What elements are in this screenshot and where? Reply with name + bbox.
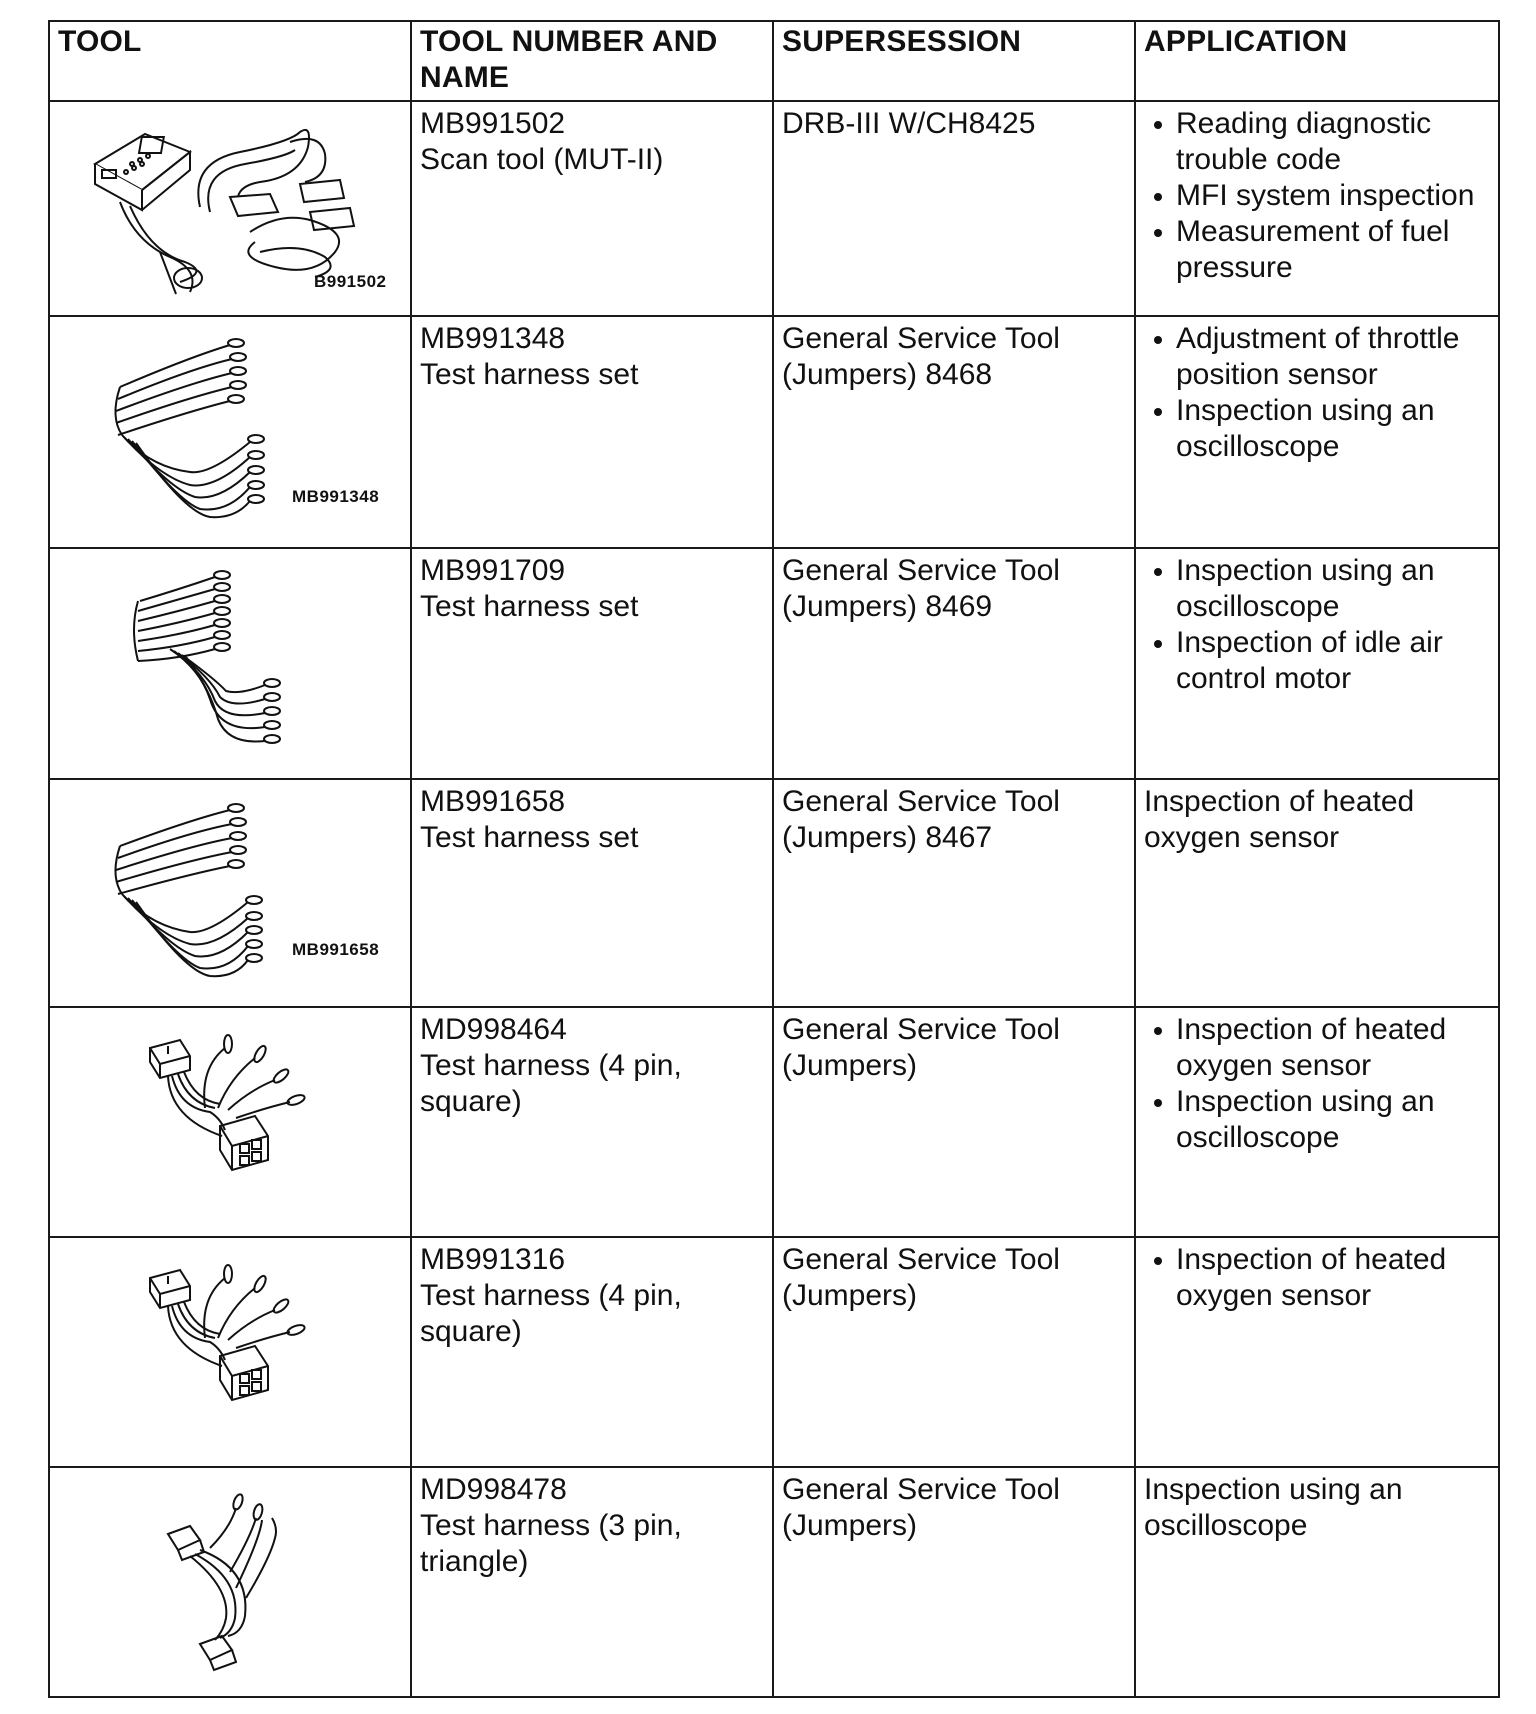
tool-name: Test harness set — [420, 590, 639, 623]
tool-number-and-name-cell — [411, 1467, 773, 1697]
tool-number: MB991316 — [420, 1243, 566, 1276]
tool-number-and-name-cell — [411, 548, 773, 779]
tool-number: MD998464 — [420, 1013, 567, 1046]
tool-illustration-cell — [49, 1467, 411, 1697]
tool-illustration-cell — [49, 1007, 411, 1237]
table-row — [49, 101, 1499, 316]
tool-illustration-cell — [49, 316, 411, 548]
application-list — [1144, 1012, 1490, 1156]
table-row — [49, 1007, 1499, 1237]
application-cell: Inspection using an oscilloscope — [1135, 1467, 1499, 1697]
test-harness-set-illustration — [50, 780, 411, 1002]
application-list — [1144, 553, 1490, 697]
supersession-cell: General Service Tool (Jumpers) 8468 — [773, 316, 1135, 548]
tool-number-and-name-cell — [411, 779, 773, 1007]
supersession-cell: General Service Tool (Jumpers) — [773, 1237, 1135, 1467]
application-list — [1144, 106, 1490, 286]
tool-illustration-cell — [49, 101, 411, 316]
application-item: Inspection of heated oxygen sensor — [1176, 1242, 1490, 1314]
tool-number: MB991658 — [420, 785, 566, 818]
header-row — [49, 21, 1499, 101]
application-cell: Inspection of heated oxygen sensor — [1135, 779, 1499, 1007]
tool-number-and-name-cell — [411, 1237, 773, 1467]
figure-label: MB991348 — [292, 487, 380, 506]
tool-name: Test harness (4 pin, square) — [420, 1279, 682, 1348]
table-row — [49, 1467, 1499, 1697]
test-harness-set-illustration — [50, 549, 411, 774]
table-row — [49, 1237, 1499, 1467]
supersession-cell: DRB-III W/CH8425 — [773, 101, 1135, 316]
tool-number-and-name-cell — [411, 316, 773, 548]
application-item: Inspection using an oscilloscope — [1176, 393, 1490, 465]
application-item: Reading diagnostic trouble code — [1176, 106, 1490, 178]
special-tools-table — [48, 20, 1500, 1698]
application-cell — [1135, 316, 1499, 548]
four-pin-harness-illustration — [50, 1008, 411, 1232]
application-item: Inspection using an oscilloscope — [1176, 1084, 1490, 1156]
application-item: Adjustment of throttle position sensor — [1176, 321, 1490, 393]
tool-name: Test harness set — [420, 821, 639, 854]
application-list — [1144, 1242, 1490, 1314]
tool-illustration-cell — [49, 1237, 411, 1467]
header-tool-number-and-name: TOOL NUMBER AND NAME — [411, 21, 773, 101]
tool-illustration-cell — [49, 548, 411, 779]
application-item: Measurement of fuel pressure — [1176, 214, 1490, 286]
table-row — [49, 548, 1499, 779]
application-cell — [1135, 1237, 1499, 1467]
supersession-cell: General Service Tool (Jumpers) — [773, 1467, 1135, 1697]
tool-number: MB991709 — [420, 554, 566, 587]
tool-number-and-name-cell — [411, 1007, 773, 1237]
application-item: MFI system inspection — [1176, 178, 1490, 214]
tool-name: Test harness (3 pin, triangle) — [420, 1509, 682, 1578]
header-supersession: SUPERSESSION — [773, 21, 1135, 101]
header-tool: TOOL — [49, 21, 411, 101]
supersession-cell: General Service Tool (Jumpers) 8469 — [773, 548, 1135, 779]
header-application: APPLICATION — [1135, 21, 1499, 101]
tool-number: MB991348 — [420, 322, 566, 355]
figure-label: MB991658 — [292, 940, 380, 959]
figure-label: B991502 — [314, 272, 387, 291]
application-item: Inspection of heated oxygen sensor — [1176, 1012, 1490, 1084]
application-item: Inspection of idle air control motor — [1176, 625, 1490, 697]
tool-number: MB991502 — [420, 107, 566, 140]
test-harness-set-illustration — [50, 317, 411, 543]
four-pin-harness-illustration — [50, 1238, 411, 1462]
table-row — [49, 779, 1499, 1007]
tool-name: Test harness (4 pin, square) — [420, 1049, 682, 1118]
tool-number: MD998478 — [420, 1473, 567, 1506]
table-row — [49, 316, 1499, 548]
application-cell — [1135, 101, 1499, 316]
tool-illustration-cell — [49, 779, 411, 1007]
application-list — [1144, 321, 1490, 465]
application-cell — [1135, 548, 1499, 779]
tool-number-and-name-cell — [411, 101, 773, 316]
three-pin-harness-illustration — [50, 1468, 411, 1692]
tool-name: Scan tool (MUT-II) — [420, 143, 664, 176]
application-cell — [1135, 1007, 1499, 1237]
supersession-cell: General Service Tool (Jumpers) 8467 — [773, 779, 1135, 1007]
tool-name: Test harness set — [420, 358, 639, 391]
application-item: Inspection using an oscilloscope — [1176, 553, 1490, 625]
supersession-cell: General Service Tool (Jumpers) — [773, 1007, 1135, 1237]
